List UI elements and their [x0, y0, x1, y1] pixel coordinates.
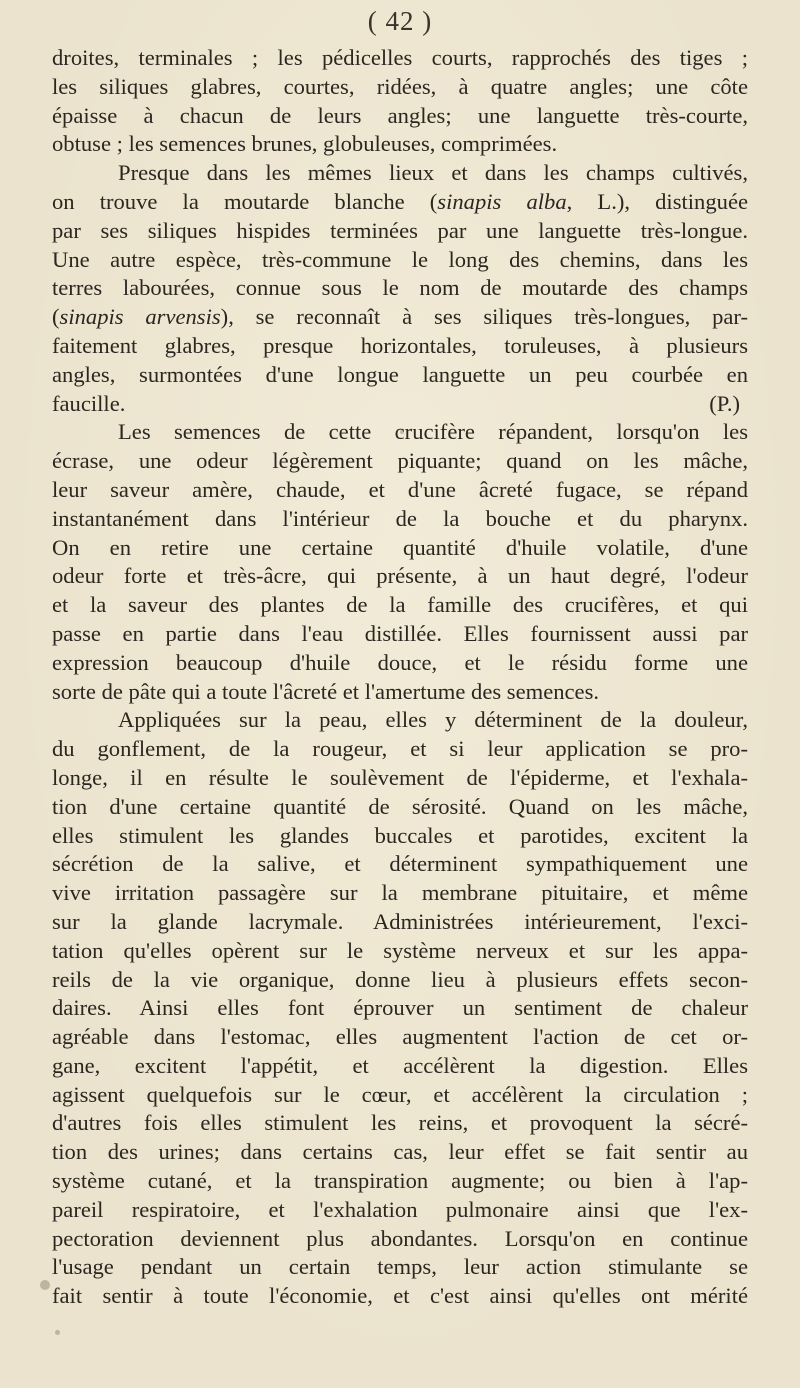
text-line: écrase, une odeur légèrement piquante; quand on les mâche,	[52, 448, 748, 474]
text-line: vive irritation passagère sur la membrane pituitaire, et même	[52, 880, 748, 906]
text-line: reils de la vie organique, donne lieu à plusieurs effets secon-	[52, 966, 748, 992]
paper-spot	[40, 1280, 50, 1290]
text-line: pareil respiratoire, et l'exhalation pulmonaire ainsi que l'ex-	[52, 1196, 748, 1222]
text-line: elles stimulent les glandes buccales et parotides, excitent la	[52, 822, 748, 848]
text-line: fait sentir à toute l'économie, et c'est ainsi qu'elles ont mérité	[52, 1283, 748, 1309]
text-line: faitement glabres, presque horizontales, toruleuses, à plusieurs	[52, 332, 748, 358]
text-line: Presque dans les mêmes lieux et dans les champs cultivés,	[118, 160, 748, 186]
text-line: odeur forte et très-âcre, qui présente, à un haut degré, l'odeur	[52, 563, 748, 589]
text-line: sécrétion de la salive, et déterminent sympathiquement une	[52, 851, 748, 877]
page-number: ( 42 )	[367, 6, 433, 36]
text-line: sorte de pâte qui a toute l'âcreté et l'amertume des semences.	[52, 678, 600, 704]
text-line: expression beaucoup d'huile douce, et le résidu forme une	[52, 649, 748, 675]
text-line: les siliques glabres, courtes, ridées, à quatre angles; une côte	[52, 73, 748, 99]
paper-spot	[400, 430, 404, 434]
text-line: tion des urines; dans certains cas, leur effet se fait sentir au	[52, 1139, 748, 1165]
text-line: leur saveur amère, chaude, et d'une âcreté fugace, se répand	[52, 476, 748, 502]
text-line: droites, terminales ; les pédicelles courts, rapprochés des tiges ;	[52, 45, 748, 70]
text-line: tion d'une certaine quantité de sérosité. Quand on les mâche,	[52, 793, 748, 819]
text-line: Une autre espèce, très-commune le long des chemins, dans les	[52, 246, 748, 272]
text-line: passe en partie dans l'eau distillée. Elles fournissent aussi par	[52, 620, 748, 646]
body-text	[52, 44, 748, 1311]
text-line: On en retire une certaine quantité d'huile volatile, d'une	[52, 534, 748, 560]
text-line: tation qu'elles opèrent sur le système nerveux et sur les appa-	[52, 937, 748, 963]
text-line: obtuse ; les semences brunes, globuleuses, comprimées.	[52, 131, 558, 157]
text-line: longe, il en résulte le soulèvement de l'épiderme, et l'exhala-	[52, 764, 748, 790]
text-line: instantanément dans l'intérieur de la bouche et du pharynx.	[52, 505, 748, 531]
text-line-content: faucille.	[52, 390, 126, 416]
text-line: sur la glande lacrymale. Administrées intérieurement, l'exci-	[52, 908, 748, 934]
text-line: on trouve la moutarde blanche (sinapis alba, L.), distinguée	[52, 188, 748, 214]
author-initial-note: (P.)	[709, 390, 740, 416]
text-line: (sinapis arvensis), se reconnaît à ses siliques très-longues, par-	[52, 304, 748, 330]
text-line: d'autres fois elles stimulent les reins, et provoquent la sécré-	[52, 1110, 748, 1136]
text-line: terres labourées, connue sous le nom de moutarde des champs	[52, 275, 748, 301]
text-line: daires. Ainsi elles font éprouver un sentiment de chaleur	[52, 995, 748, 1021]
text-line: système cutané, et la transpiration augmente; ou bien à l'ap-	[52, 1168, 748, 1194]
text-line: et la saveur des plantes de la famille des crucifères, et qui	[52, 592, 748, 618]
text-line: angles, surmontées d'une longue languette un peu courbée en	[52, 361, 748, 387]
text-line: épaisse à chacun de leurs angles; une languette très-courte,	[52, 102, 748, 128]
text-line: agissent quelquefois sur le cœur, et accélèrent la circulation ;	[52, 1081, 748, 1107]
text-line: agréable dans l'estomac, elles augmentent l'action de cet or-	[52, 1024, 748, 1050]
text-line: gane, excitent l'appétit, et accélèrent la digestion. Elles	[52, 1052, 748, 1078]
text-line: pectoration deviennent plus abondantes. Lorsqu'on en continue	[52, 1225, 748, 1251]
text-line	[52, 390, 748, 419]
text-line: Appliquées sur la peau, elles y déterminent de la douleur,	[118, 707, 748, 733]
text-line: l'usage pendant un certain temps, leur action stimulante se	[52, 1254, 748, 1280]
text-line: par ses siliques hispides terminées par une languette très-longue.	[52, 217, 748, 243]
text-line: du gonflement, de la rougeur, et si leur application se pro-	[52, 736, 748, 762]
paper-spot	[55, 1330, 60, 1335]
text-line: Les semences de cette crucifère répandent, lorsqu'on les	[118, 419, 748, 445]
